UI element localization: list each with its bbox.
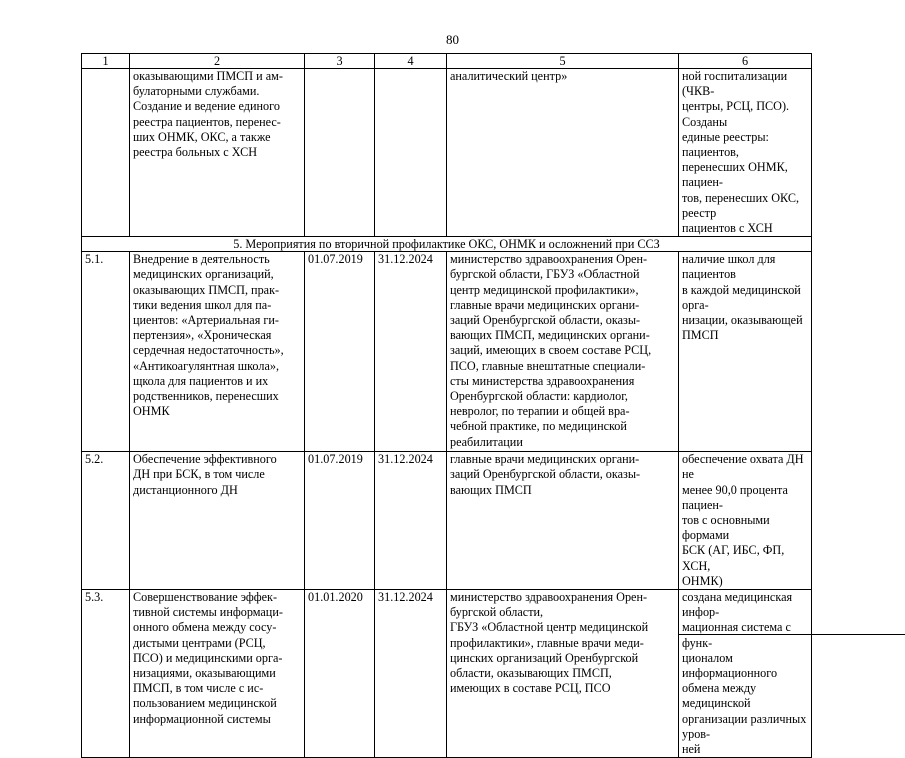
header-col-3: 3 [305, 54, 375, 69]
footer-rule [678, 634, 905, 635]
row-result: наличие школ для пациентов в каждой медицинской орга- низации, оказывающей ПМСП [679, 252, 812, 452]
table-row [82, 252, 812, 452]
continuation-measure-cell: оказывающими ПМСП и ам- булаторными службами. Создание и ведение единого реестра пациентов, перенес- ших ОНМК, ОКС, а также реестра больных с ХСН [130, 69, 305, 237]
continuation-responsible-cell: аналитический центр» [447, 69, 679, 237]
table-row [82, 590, 812, 758]
row-num: 5.1. [82, 252, 130, 452]
row-responsible: министерство здравоохранения Орен- бургской области, ГБУЗ «Областной центр медицинской профилактики», главные врачи меди- цинских организаций Оренбургской области, оказывающих ПМСП, имеющих в составе РСЦ, ПСО [447, 590, 679, 758]
row-num: 5.2. [82, 452, 130, 590]
row-start-date: 01.07.2019 [305, 252, 375, 452]
page-number: 80 [446, 32, 459, 47]
header-col-2: 2 [130, 54, 305, 69]
section-row [82, 237, 812, 252]
row-result: создана медицинская инфор- мационная система с функ- ционалом информационного обмена между медицинской организации различных уров- ней [679, 590, 812, 758]
row-measure: Совершенствование эффек- тивной системы информаци- онного обмена между сосу- дистыми центрами (РСЦ, ПСО) и медицинскими орга- низациями, оказывающими ПМСП, в том числе с ис- пользованием медицинской информационной системы [130, 590, 305, 758]
row-start-date: 01.07.2019 [305, 452, 375, 590]
row-end-date: 31.12.2024 [375, 252, 447, 452]
continuation-row [82, 69, 812, 237]
continuation-result-cell: ной госпитализации (ЧКВ- центры, РСЦ, ПСО). Созданы единые реестры: пациентов, перенесших ОНМК, пациен- тов, перенесших ОКС, реестр пациентов с ХСН [679, 69, 812, 237]
table-header-row [82, 54, 812, 69]
row-num: 5.3. [82, 590, 130, 758]
continuation-start-cell [305, 69, 375, 237]
header-col-1: 1 [82, 54, 130, 69]
measures-table [81, 53, 812, 758]
row-responsible: министерство здравоохранения Орен- бургской области, ГБУЗ «Областной центр медицинской профилактики», главные врачи медицинских органи- заций Оренбургской области, оказы- вающих ПМСП, медицинских органи- заций, имеющих в своем составе РСЦ, ПСО, главные внештатные специали- сты министерства здравоохранения Оренбургской области: кардиолог, невролог, по терапии и общей вра- чебной практике, по медицинской реабилитации [447, 252, 679, 452]
header-col-6: 6 [679, 54, 812, 69]
header-col-5: 5 [447, 54, 679, 69]
row-responsible: главные врачи медицинских органи- заций Оренбургской области, оказы- вающих ПМСП [447, 452, 679, 590]
continuation-num-cell [82, 69, 130, 237]
row-measure: Внедрение в деятельность медицинских организаций, оказывающих ПМСП, прак- тики ведения школ для па- циентов: «Артериальная ги- пертензия», «Хроническая сердечная недостаточность», «Антикоагулянтная школа», щкола для пациентов и их родственников, перенесших ОНМК [130, 252, 305, 452]
row-result: обеспечение охвата ДН не менее 90,0 процента пациен- тов с основными формами БСК (АГ, ИБС, ФП, ХСН, ОНМК) [679, 452, 812, 590]
section-title: 5. Мероприятия по вторичной профилактике ОКС, ОНМК и осложнений при ССЗ [82, 237, 812, 252]
row-start-date: 01.01.2020 [305, 590, 375, 758]
header-col-4: 4 [375, 54, 447, 69]
row-end-date: 31.12.2024 [375, 590, 447, 758]
table-row [82, 452, 812, 590]
row-end-date: 31.12.2024 [375, 452, 447, 590]
continuation-end-cell [375, 69, 447, 237]
row-measure: Обеспечение эффективного ДН при БСК, в том числе дистанционного ДН [130, 452, 305, 590]
